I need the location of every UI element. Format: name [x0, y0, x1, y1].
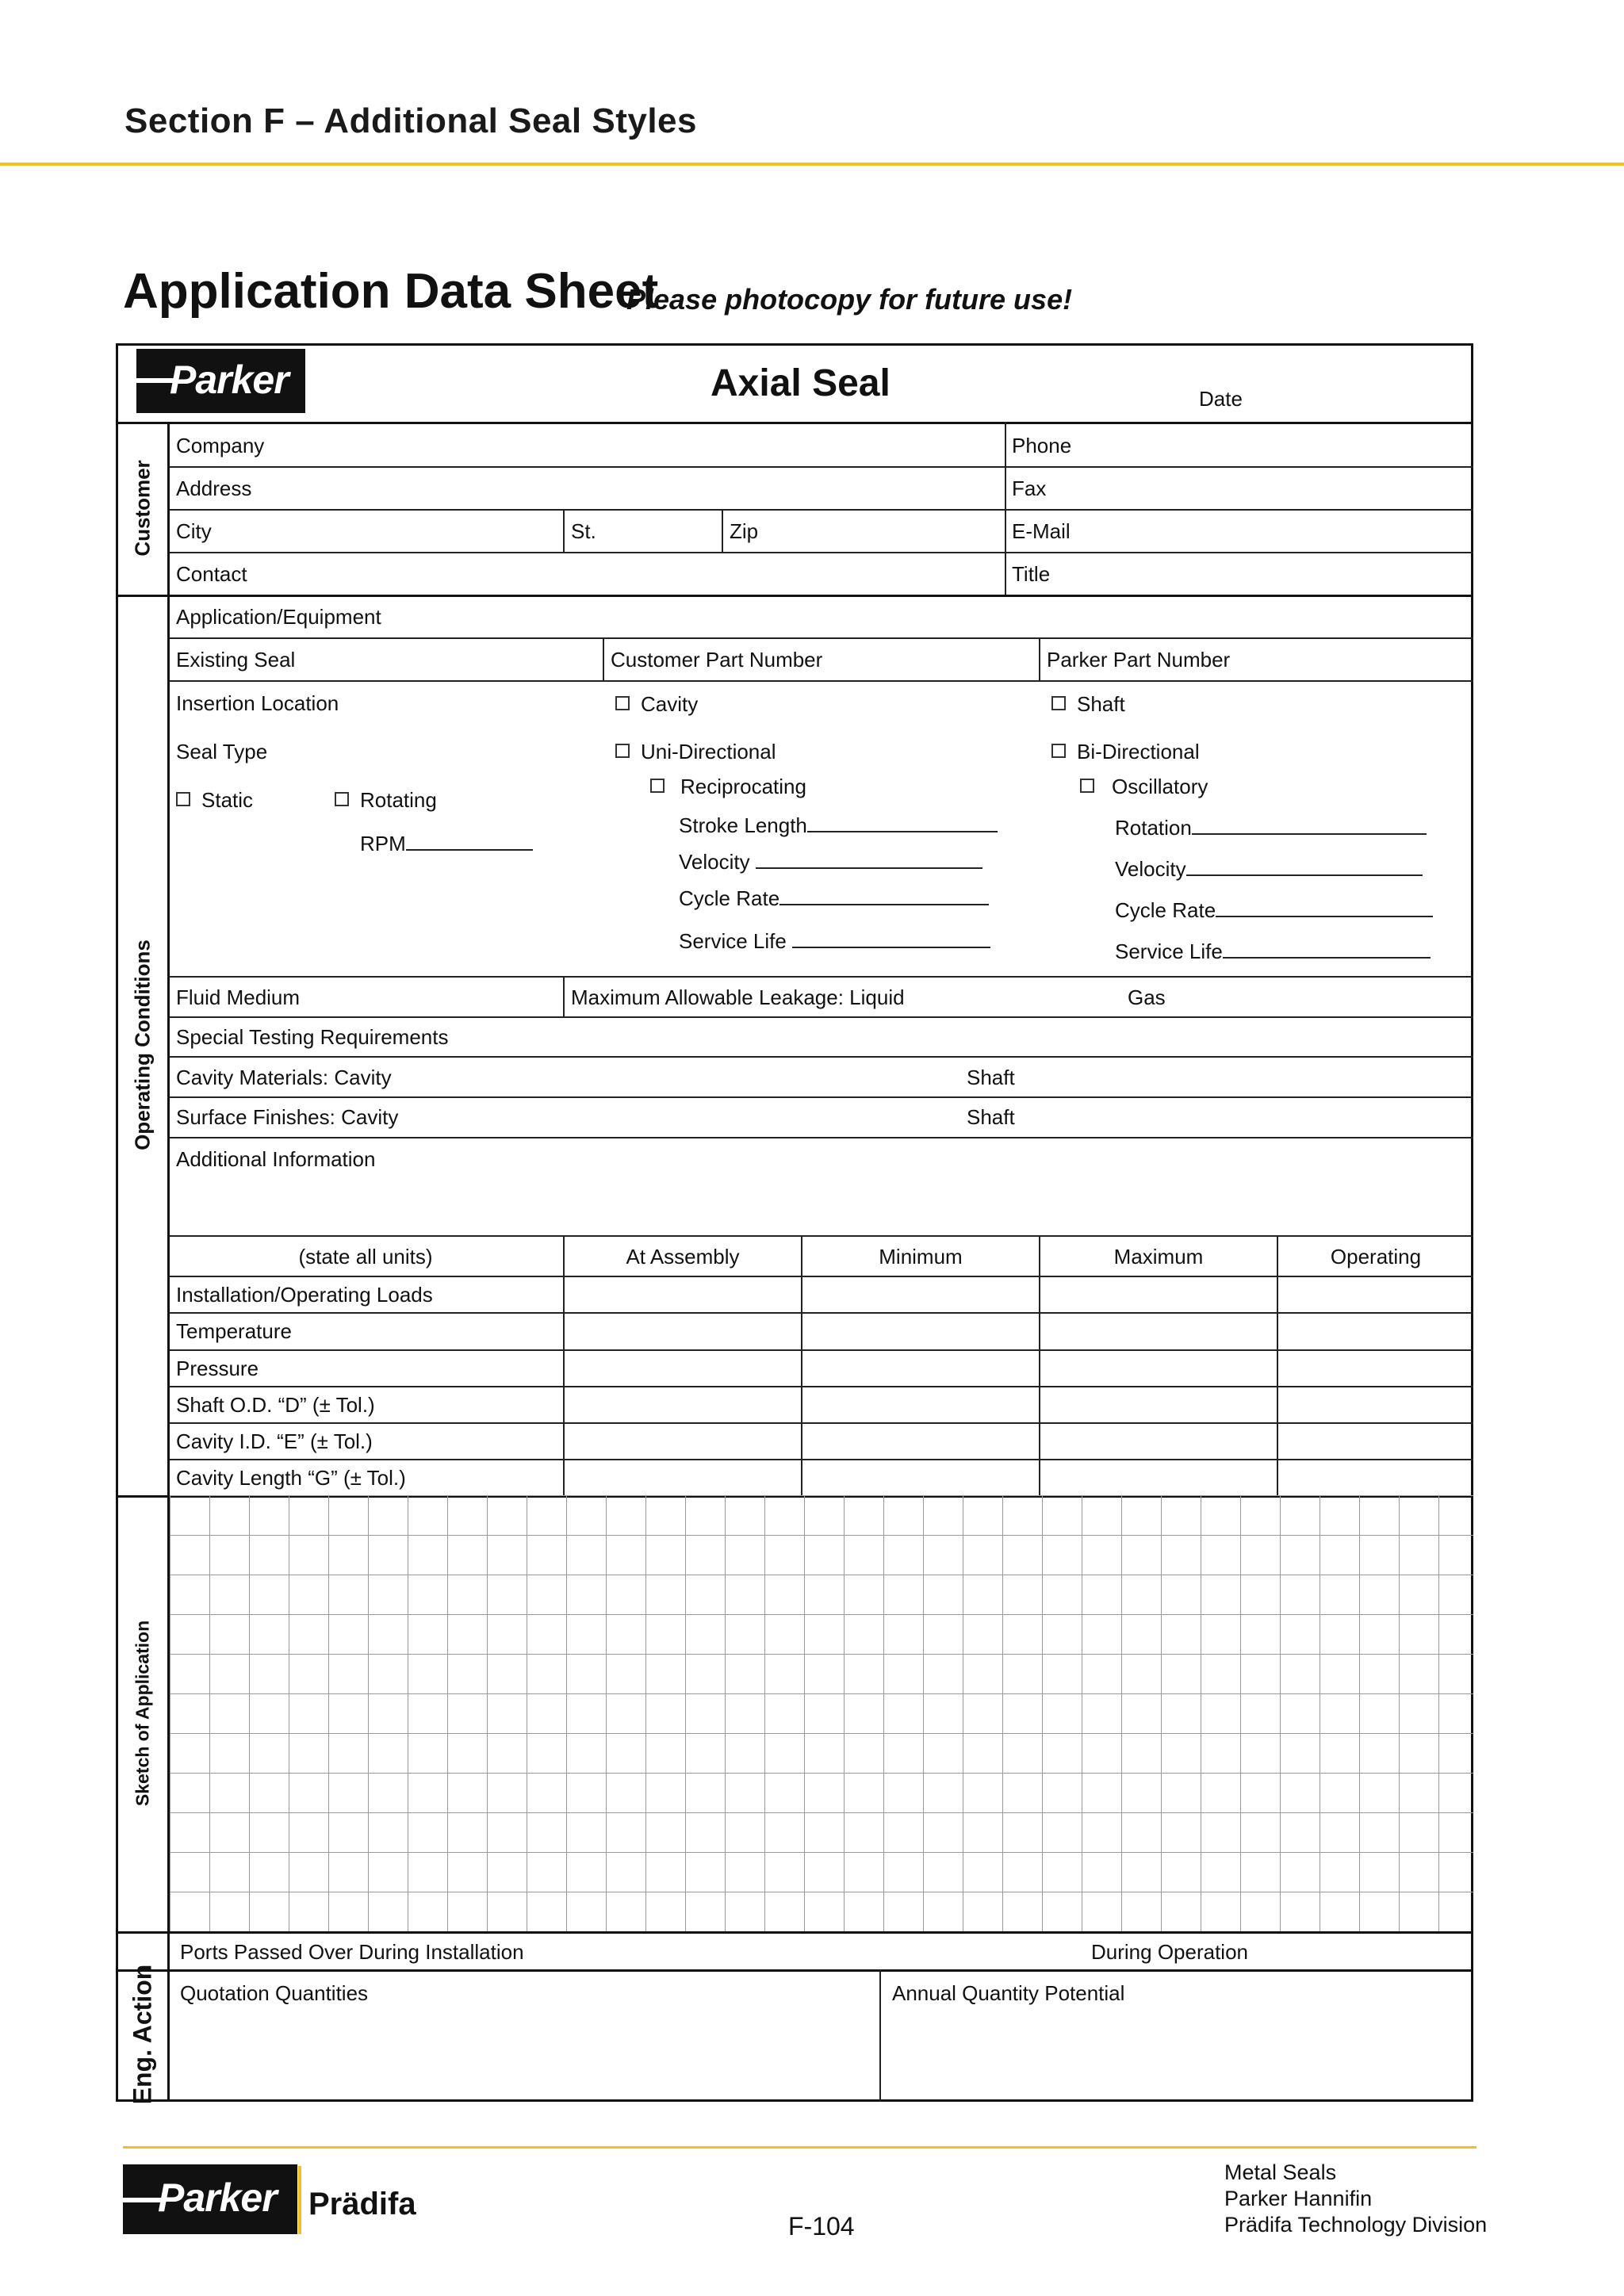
- velocity-label: Velocity: [679, 850, 750, 874]
- reciprocating-velocity-field[interactable]: [679, 850, 982, 874]
- reciprocating-service-life-field[interactable]: [679, 929, 990, 954]
- top-divider: [0, 163, 1624, 166]
- table-row-label: Shaft O.D. “D” (± Tol.): [176, 1393, 375, 1417]
- cavity-checkbox[interactable]: [615, 696, 630, 710]
- seal-type-label: Seal Type: [176, 740, 268, 763]
- rotation-field[interactable]: [1115, 816, 1427, 840]
- column-divider: [722, 509, 723, 552]
- service-life-underline: [1223, 939, 1431, 959]
- title-divider: [116, 422, 1473, 424]
- service-life-label: Service Life: [1115, 939, 1223, 963]
- date-label: Date: [1199, 387, 1243, 411]
- address-field[interactable]: Address: [176, 476, 252, 500]
- title-field[interactable]: Title: [1012, 562, 1051, 586]
- table-column-divider: [563, 1235, 565, 1497]
- column-divider: [879, 1969, 881, 2102]
- table-column-divider: [801, 1235, 802, 1497]
- annual-quantity-field[interactable]: Annual Quantity Potential: [892, 1981, 1125, 2005]
- fluid-medium-field[interactable]: Fluid Medium: [176, 985, 301, 1009]
- footer-parker-logo: [123, 2164, 297, 2234]
- rpm-label: RPM: [360, 832, 406, 855]
- customer-part-field[interactable]: Customer Part Number: [611, 648, 823, 672]
- row-divider: [169, 466, 1473, 468]
- operating-side-label: Operating Conditions: [130, 939, 155, 1150]
- column-divider: [1039, 637, 1040, 680]
- service-life-underline: [792, 929, 990, 948]
- velocity-underline: [756, 850, 982, 869]
- table-header: Operating: [1330, 1245, 1422, 1269]
- table-header: Maximum: [1113, 1245, 1204, 1269]
- shaft-surface-field[interactable]: Shaft: [967, 1105, 1015, 1129]
- phone-field[interactable]: Phone: [1012, 434, 1072, 457]
- state-field[interactable]: St.: [571, 519, 596, 543]
- row-divider: [169, 509, 1473, 511]
- uni-directional-label: Uni-Directional: [641, 740, 776, 763]
- gas-field[interactable]: Gas: [1128, 985, 1166, 1009]
- shaft-materials-field[interactable]: Shaft: [967, 1066, 1015, 1089]
- stroke-length-field[interactable]: [679, 813, 998, 838]
- bi-directional-checkbox[interactable]: [1051, 744, 1066, 758]
- footer-line-2: Parker Hannifin: [1224, 2187, 1373, 2210]
- table-row-divider: [169, 1422, 1473, 1424]
- uni-directional-checkbox[interactable]: [615, 744, 630, 758]
- table-header: Minimum: [879, 1245, 963, 1269]
- cycle-rate-underline: [1216, 898, 1433, 917]
- table-header: At Assembly: [626, 1245, 740, 1269]
- row-divider: [169, 1016, 1473, 1018]
- shaft-checkbox[interactable]: [1051, 696, 1066, 710]
- sketch-side-label: Sketch of Application: [132, 1620, 153, 1807]
- reciprocating-label: Reciprocating: [680, 775, 806, 798]
- row-divider: [169, 976, 1473, 978]
- section-title: Section F – Additional Seal Styles: [124, 101, 697, 140]
- table-row-label: Pressure: [176, 1357, 259, 1380]
- rpm-underline: [406, 832, 533, 851]
- parker-logo: [136, 349, 305, 413]
- column-divider: [603, 637, 604, 680]
- additional-info-field[interactable]: Additional Information: [176, 1147, 376, 1171]
- table-row-label: Temperature: [176, 1319, 292, 1343]
- table-row-divider: [169, 1312, 1473, 1314]
- bottom-divider: [123, 2146, 1477, 2149]
- rpm-field[interactable]: [360, 832, 533, 856]
- logo-text: Parker: [170, 358, 289, 402]
- brand-separator: [298, 2166, 301, 2234]
- section-divider: [116, 1931, 1473, 1934]
- reciprocating-checkbox[interactable]: [650, 779, 665, 793]
- column-divider: [1005, 422, 1006, 595]
- fax-field[interactable]: Fax: [1012, 476, 1047, 500]
- quotation-quantities-field[interactable]: Quotation Quantities: [180, 1981, 369, 2005]
- table-row-divider: [169, 1386, 1473, 1387]
- sheet-note: Please photocopy for future use!: [626, 283, 1073, 316]
- section-divider: [116, 595, 1473, 597]
- row-divider: [169, 552, 1473, 553]
- oscillatory-cycle-rate-field[interactable]: [1115, 898, 1433, 923]
- table-row-label: Cavity I.D. “E” (± Tol.): [176, 1429, 373, 1453]
- stroke-length-underline: [807, 813, 998, 832]
- existing-seal-field[interactable]: Existing Seal: [176, 648, 296, 672]
- footer-line-3: Prädifa Technology Division: [1224, 2213, 1488, 2237]
- form-title: Axial Seal: [710, 362, 891, 404]
- oscillatory-label: Oscillatory: [1112, 775, 1208, 798]
- row-divider: [169, 680, 1473, 682]
- reciprocating-cycle-rate-field[interactable]: [679, 886, 989, 911]
- footer-line-1: Metal Seals: [1224, 2160, 1337, 2184]
- sketch-grid[interactable]: [170, 1495, 1473, 1931]
- special-testing-field[interactable]: Special Testing Requirements: [176, 1025, 449, 1049]
- table-row-divider: [169, 1276, 1473, 1277]
- bi-directional-label: Bi-Directional: [1077, 740, 1200, 763]
- service-life-label: Service Life: [679, 929, 787, 953]
- velocity-underline: [1186, 857, 1423, 876]
- cycle-rate-underline: [779, 886, 989, 905]
- sheet-title: Application Data Sheet: [123, 264, 659, 319]
- page-number: F-104: [788, 2212, 855, 2241]
- table-row-label: Cavity Length “G” (± Tol.): [176, 1466, 406, 1490]
- rotating-checkbox[interactable]: [335, 792, 349, 806]
- ports-passed-field[interactable]: Ports Passed Over During Installation: [180, 1940, 524, 1964]
- oscillatory-service-life-field[interactable]: [1115, 939, 1431, 964]
- contact-field[interactable]: Contact: [176, 562, 247, 586]
- shaft-label: Shaft: [1077, 692, 1125, 716]
- cavity-label: Cavity: [641, 692, 699, 716]
- velocity-label: Velocity: [1115, 857, 1186, 881]
- rotating-label: Rotating: [360, 788, 437, 812]
- city-field[interactable]: City: [176, 519, 212, 543]
- table-column-divider: [1039, 1235, 1040, 1497]
- cavity-surface-field[interactable]: Surface Finishes: Cavity: [176, 1105, 399, 1129]
- brand-name: Prädifa: [308, 2187, 416, 2221]
- zip-field[interactable]: Zip: [730, 519, 759, 543]
- customer-side-label: Customer: [130, 460, 155, 557]
- during-operation-field[interactable]: During Operation: [1091, 1940, 1248, 1964]
- row-divider: [169, 1096, 1473, 1098]
- cavity-materials-field[interactable]: Cavity Materials: Cavity: [176, 1066, 392, 1089]
- max-leakage-field[interactable]: Maximum Allowable Leakage: Liquid: [571, 985, 905, 1009]
- company-field[interactable]: Company: [176, 434, 265, 457]
- row-divider: [169, 1137, 1473, 1138]
- row-divider: [169, 1056, 1473, 1058]
- email-field[interactable]: E-Mail: [1012, 519, 1071, 543]
- parker-part-field[interactable]: Parker Part Number: [1047, 648, 1231, 672]
- rotation-underline: [1192, 816, 1427, 835]
- section-divider: [116, 1969, 1473, 1972]
- cycle-rate-label: Cycle Rate: [679, 886, 780, 910]
- eng-action-side-label: Eng. Action: [128, 1964, 157, 2105]
- insertion-location-label: Insertion Location: [176, 691, 339, 715]
- column-divider: [563, 976, 565, 1016]
- oscillatory-checkbox[interactable]: [1080, 779, 1094, 793]
- stroke-length-label: Stroke Length: [679, 813, 807, 837]
- table-row-divider: [169, 1349, 1473, 1351]
- cycle-rate-label: Cycle Rate: [1115, 898, 1216, 922]
- table-row-label: Installation/Operating Loads: [176, 1283, 433, 1307]
- static-checkbox[interactable]: [176, 792, 190, 806]
- logo-text: Parker: [158, 2175, 277, 2220]
- static-label: Static: [201, 788, 254, 812]
- rotation-label: Rotation: [1115, 816, 1192, 840]
- oscillatory-velocity-field[interactable]: [1115, 857, 1423, 882]
- row-divider: [169, 637, 1473, 639]
- table-header: (state all units): [298, 1245, 433, 1269]
- table-row-divider: [169, 1459, 1473, 1460]
- column-divider: [563, 509, 565, 552]
- table-column-divider: [1277, 1235, 1278, 1497]
- application-field[interactable]: Application/Equipment: [176, 605, 381, 629]
